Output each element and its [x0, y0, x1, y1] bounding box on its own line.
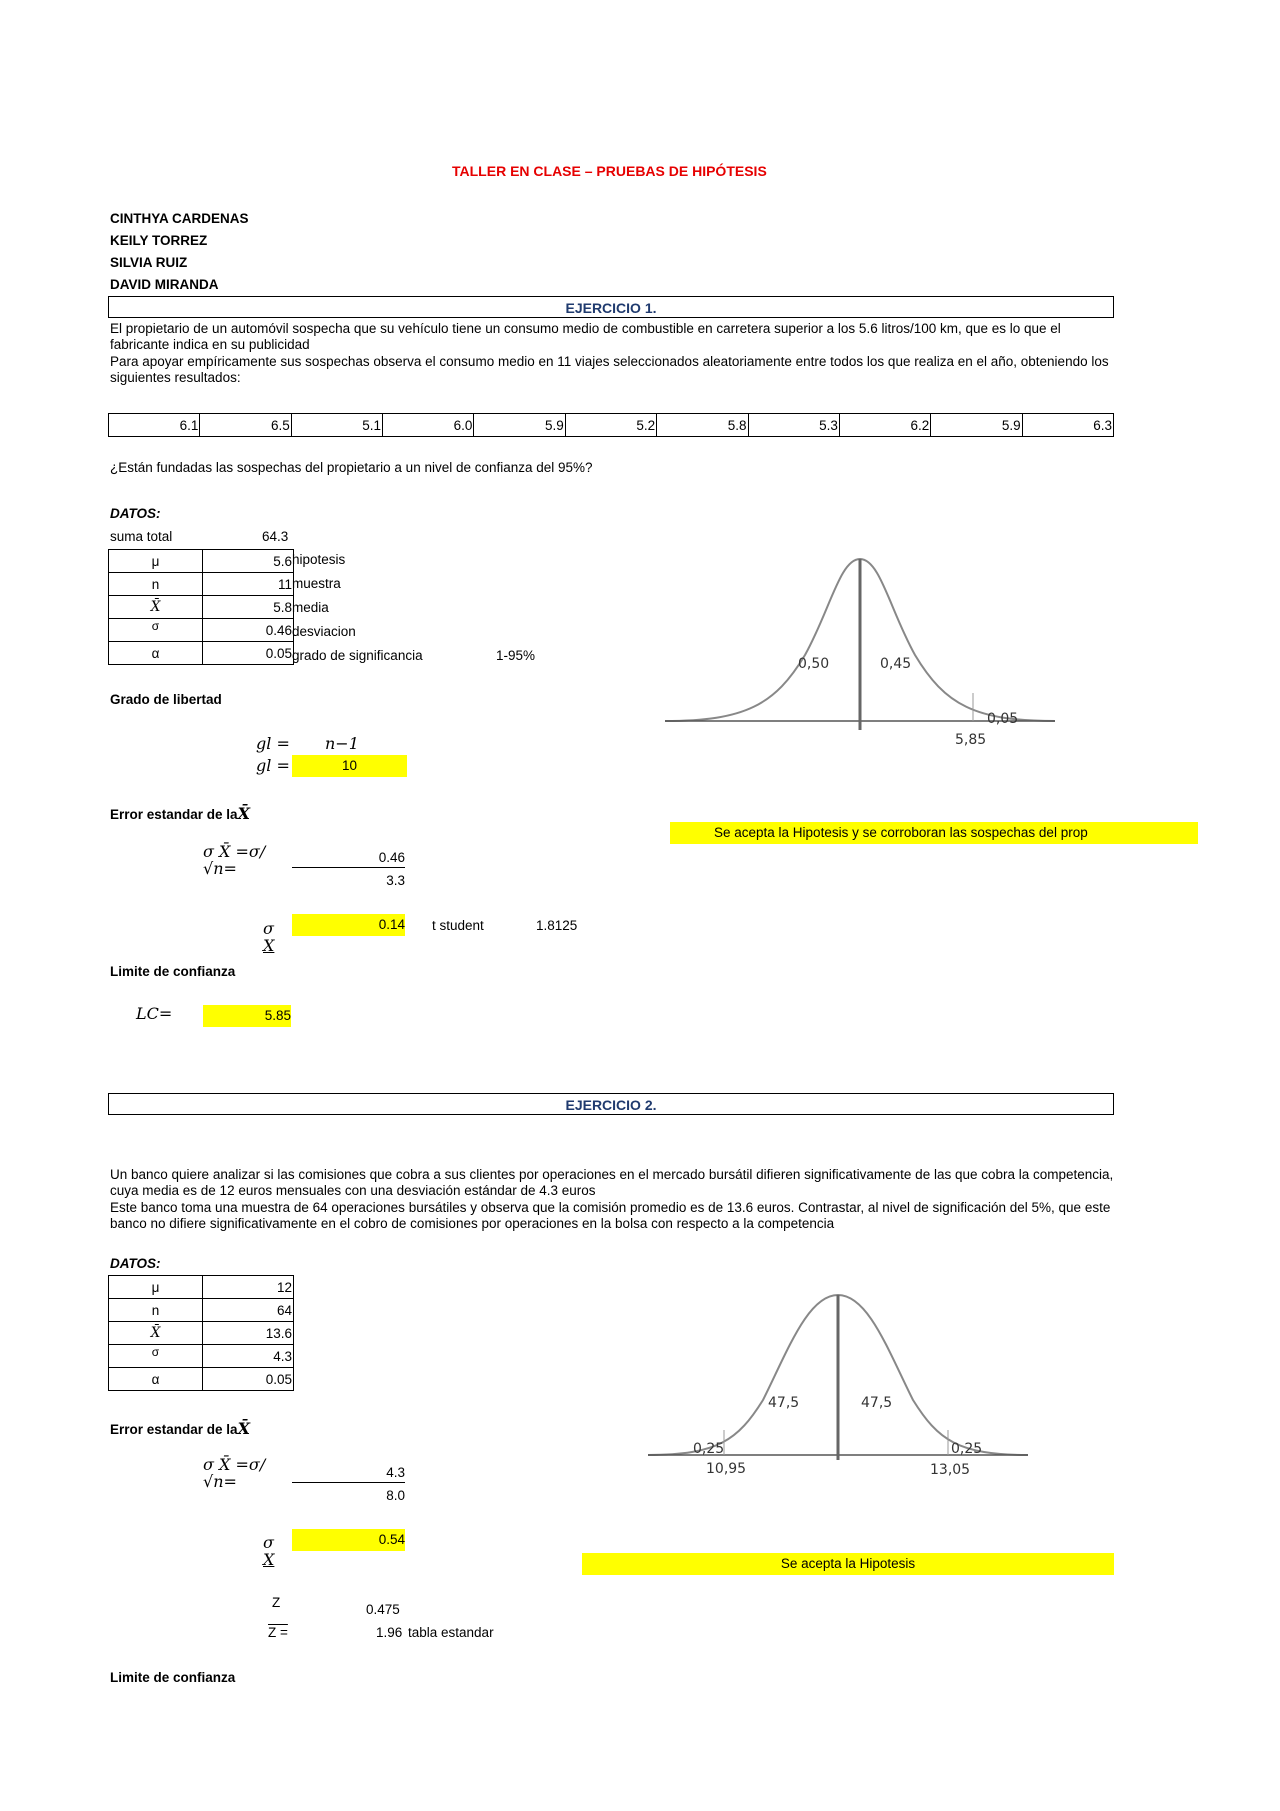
exercise-1-paragraph-2: Para apoyar empíricamente sus sospechas observa el consumo medio en 11 viajes seleccionados aleatoriamente entre todos los que realiza en el año, obteniendo los siguientes resultados:	[110, 354, 1109, 385]
symbol-cell: α	[109, 642, 203, 665]
symbol-cell: μ	[109, 1276, 203, 1299]
z2-value: 1.96	[376, 1625, 403, 1640]
gl-formula-rhs: n−1	[325, 734, 359, 753]
conclusion-1-text: Se acepta la Hipotesis y se corroboran las sospechas del prop	[714, 825, 1088, 840]
x-bar-symbol: X̄	[237, 1419, 250, 1438]
table-row	[109, 1322, 294, 1345]
value-cell: 5.8	[203, 596, 294, 619]
se-formula-2: σ X̄ =σ/ √n=	[203, 1455, 266, 1491]
sample-cell: 5.1	[291, 414, 382, 437]
sigma-x-value-2: 0.54	[292, 1529, 405, 1551]
samples-table	[108, 413, 1114, 437]
chart-label-x-right: 13,05	[930, 1462, 971, 1478]
lc-lhs: LC=	[136, 1004, 173, 1023]
author-1: CINTHYA CARDENAS	[110, 211, 249, 226]
exercise-2-paragraph-2: Este banco toma una muestra de 64 operaciones bursátiles y observa que la comisión promedio es de 13.6 euros. Contrastar, al nivel de significación del 5%, que este banco no difiere significativamente en el cobro de comisiones por operaciones en la bolsa con respecto a la competencia	[110, 1200, 1111, 1231]
lc-value: 5.85	[203, 1005, 291, 1027]
value-cell: 0.46	[203, 619, 294, 642]
table-row	[109, 596, 294, 619]
chart-label-x: 5,85	[955, 732, 987, 748]
row-desc: hipotesis	[292, 552, 346, 567]
sample-cell: 6.1	[109, 414, 200, 437]
sample-cell: 6.3	[1022, 414, 1113, 437]
symbol-cell: n	[109, 573, 203, 596]
value-cell: 5.6	[203, 550, 294, 573]
se-formula-1: σ X̄ =σ/ √n=	[203, 842, 266, 878]
gl-heading: Grado de libertad	[110, 692, 222, 707]
symbol-cell: n	[109, 1299, 203, 1322]
datos-label-2: DATOS:	[110, 1256, 161, 1271]
sample-cell: 6.0	[383, 414, 474, 437]
table-row	[109, 1276, 294, 1299]
lc-heading-1: Limite de confianza	[110, 964, 236, 979]
z2-note: tabla estandar	[408, 1625, 494, 1640]
sample-cell: 5.8	[657, 414, 748, 437]
se-heading-2	[110, 1419, 250, 1438]
table-row	[109, 573, 294, 596]
t-student-label: t student	[432, 918, 484, 933]
normal-curve-chart-2	[648, 1290, 1028, 1490]
sample-cell: 5.3	[748, 414, 839, 437]
suma-total-label: suma total	[110, 529, 173, 544]
value-cell: 0.05	[203, 642, 294, 665]
table-row	[109, 1299, 294, 1322]
z-label: Z	[272, 1595, 281, 1610]
sigma-x-subscript-2: X	[263, 1550, 275, 1569]
data-table-2	[108, 1275, 294, 1391]
t-student-value: 1.8125	[536, 918, 578, 933]
gl-formula-lhs: gl =	[256, 734, 290, 753]
sample-cell: 5.9	[474, 414, 565, 437]
row-desc: grado de significancia	[292, 648, 423, 663]
value-cell: 4.3	[203, 1345, 294, 1368]
symbol-cell: σ	[109, 1345, 203, 1368]
alpha-note: 1-95%	[496, 648, 536, 663]
x-bar-symbol: X̄	[237, 804, 250, 823]
exercise-1-paragraph-1: El propietario de un automóvil sospecha que su vehículo tiene un consumo medio de combustible en carretera superior a los 5.6 litros/100 km, que es lo que el fabricante indica en su publicidad	[110, 321, 1061, 352]
chart-label-tail-left: 0,25	[693, 1441, 725, 1457]
table-row	[109, 1345, 294, 1368]
gl-result-value: 10	[292, 755, 407, 777]
lc-heading-2: Limite de confianza	[110, 1670, 236, 1685]
value-cell: 12	[203, 1276, 294, 1299]
symbol-cell: μ	[109, 550, 203, 573]
conclusion-2: Se acepta la Hipotesis	[582, 1553, 1114, 1575]
sigma-x-subscript-1: X	[263, 936, 275, 955]
author-3: SILVIA RUIZ	[110, 255, 188, 270]
chart-label-left: 0,50	[798, 656, 830, 672]
datos-label-1: DATOS:	[110, 506, 161, 521]
se-heading-text: Error estandar de la	[110, 807, 238, 822]
symbol-cell: X̄	[109, 1322, 203, 1345]
se-numerator-2: 4.3	[292, 1465, 405, 1483]
value-cell: 11	[203, 573, 294, 596]
author-2: KEILY TORREZ	[110, 233, 208, 248]
gl-result-lhs: gl =	[256, 756, 290, 775]
value-cell: 13.6	[203, 1322, 294, 1345]
chart-label-tail: 0,05	[987, 711, 1019, 727]
z-value: 0.475	[366, 1602, 400, 1617]
sample-cell: 5.2	[565, 414, 656, 437]
exercise-2-paragraph-1: Un banco quiere analizar si las comisiones que cobra a sus clientes por operaciones en el mercado bursátil difieren significativamente de las que cobra la competencia, cuya media es de 12 euros mensuales con una desviación estándar de 4.3 euros	[110, 1167, 1114, 1198]
table-row	[109, 550, 294, 573]
chart-label-right: 0,45	[880, 656, 912, 672]
symbol-cell: σ	[109, 619, 203, 642]
conclusion-1	[670, 822, 1198, 844]
exercise-2-heading: EJERCICIO 2.	[108, 1093, 1114, 1115]
exercise-1-question: ¿Están fundadas las sospechas del propietario a un nivel de confianza del 95%?	[110, 460, 593, 475]
data-table-1	[108, 549, 294, 665]
z2-label: Z =	[268, 1625, 288, 1640]
se-heading-text: Error estandar de la	[110, 1422, 238, 1437]
se-denominator-1: 3.3	[386, 873, 405, 888]
table-row	[109, 619, 294, 642]
sample-cell: 5.9	[931, 414, 1022, 437]
value-cell: 0.05	[203, 1368, 294, 1391]
sigma-x-value-1: 0.14	[292, 914, 405, 936]
table-row	[109, 1368, 294, 1391]
se-heading-1	[110, 804, 250, 823]
se-denominator-2: 8.0	[386, 1488, 405, 1503]
normal-curve-chart-1	[665, 555, 1060, 755]
se-numerator-1: 0.46	[292, 850, 405, 868]
chart-label-right: 47,5	[861, 1395, 893, 1411]
sigma-x-symbol-1: σ	[263, 919, 274, 938]
symbol-cell: X̄	[109, 596, 203, 619]
chart-label-left: 47,5	[768, 1395, 800, 1411]
sample-cell: 6.5	[200, 414, 291, 437]
sample-cell: 6.2	[839, 414, 930, 437]
value-cell: 64	[203, 1299, 294, 1322]
page-title: TALLER EN CLASE – PRUEBAS DE HIPÓTESIS	[452, 163, 767, 179]
table-row	[109, 642, 294, 665]
sigma-x-symbol-2: σ	[263, 1533, 274, 1552]
row-desc: muestra	[292, 576, 341, 591]
samples-row	[109, 414, 1114, 437]
row-desc: desviacion	[292, 624, 356, 639]
row-desc: media	[292, 600, 329, 615]
suma-total-value: 64.3	[262, 529, 289, 544]
chart-label-x-left: 10,95	[706, 1461, 747, 1477]
exercise-1-heading: EJERCICIO 1.	[108, 296, 1114, 318]
author-4: DAVID MIRANDA	[110, 277, 219, 292]
symbol-cell: α	[109, 1368, 203, 1391]
chart-label-tail-right: 0,25	[951, 1441, 983, 1457]
